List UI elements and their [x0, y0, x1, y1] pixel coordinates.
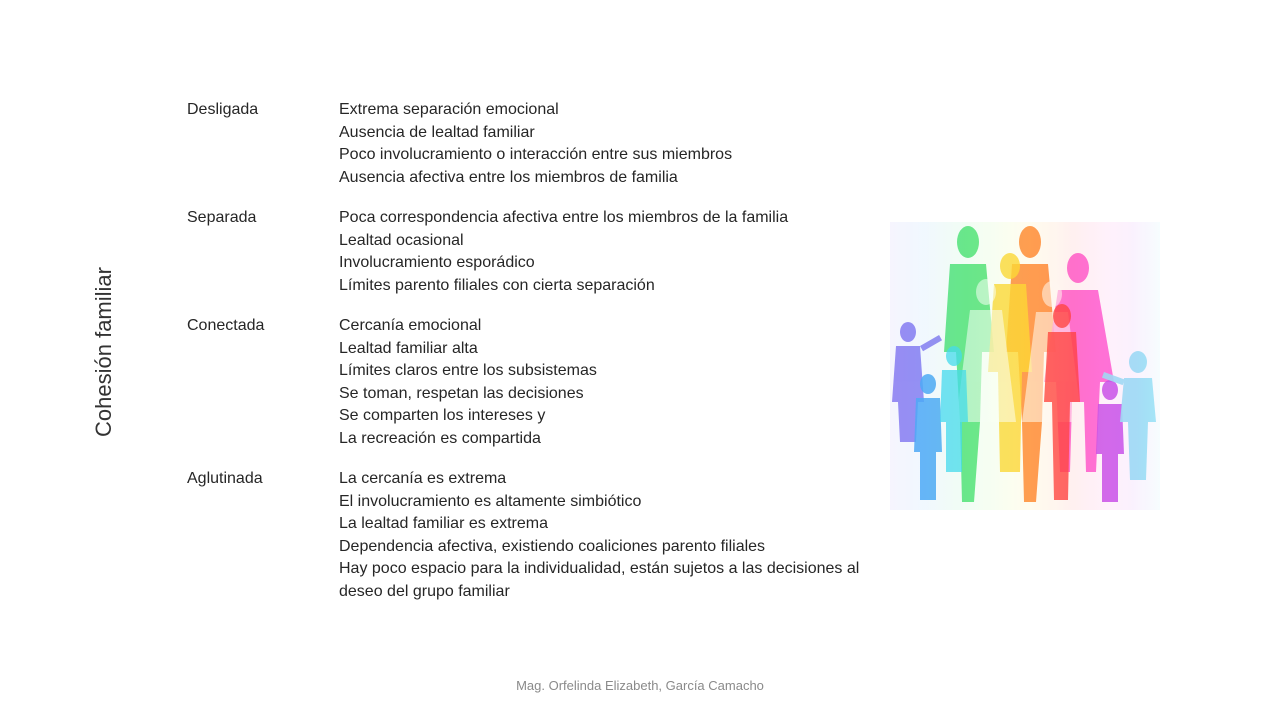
- category-list: [187, 99, 897, 621]
- description-line: deseo del grupo familiar: [339, 582, 510, 600]
- category-description: [339, 99, 732, 189]
- description-line: Se comparten los intereses y: [339, 407, 546, 424]
- description-line: La lealtad familiar es extrema: [339, 515, 548, 532]
- description-line: Dependencia afectiva, existiendo coaliciones parento filiales: [339, 537, 766, 555]
- description-line: El involucramiento es altamente simbiótico: [339, 492, 642, 510]
- category-separada: [187, 207, 897, 297]
- category-name: Aglutinada: [187, 470, 263, 487]
- description-line: La recreación es compartida: [339, 429, 541, 447]
- category-conectada: [187, 315, 897, 450]
- description-line: Ausencia de lealtad familiar: [339, 123, 535, 141]
- category-description: [339, 207, 788, 297]
- category-aglutinada: [187, 468, 897, 603]
- description-line: Límites claros entre los subsistemas: [339, 362, 597, 379]
- category-name: Conectada: [187, 317, 265, 334]
- slide-title: Cohesión familiar: [91, 267, 116, 437]
- description-line: Límites parento filiales con cierta separación: [339, 276, 655, 294]
- description-line: Hay poco espacio para la individualidad, están sujetos a las decisiones al: [339, 560, 860, 577]
- description-line: Lealtad familiar alta: [339, 339, 478, 357]
- slide-footer: Mag. Orfelinda Elizabeth, García Camacho: [516, 678, 764, 693]
- description-line: Involucramiento esporádico: [339, 254, 535, 271]
- description-line: Se toman, respetan las decisiones: [339, 384, 584, 402]
- family-icon: [890, 222, 1160, 510]
- category-name: Desligada: [187, 101, 259, 118]
- category-description: [339, 468, 859, 603]
- description-line: La cercanía es extrema: [339, 470, 507, 487]
- category-desligada: [187, 99, 897, 189]
- description-line: Poco involucramiento o interacción entre sus miembros: [339, 146, 733, 163]
- description-line: Cercanía emocional: [339, 317, 482, 334]
- description-line: Ausencia afectiva entre los miembros de familia: [339, 168, 678, 186]
- description-line: Lealtad ocasional: [339, 231, 464, 249]
- description-line: Poca correspondencia afectiva entre los miembros de la familia: [339, 209, 789, 226]
- category-description: [339, 315, 597, 450]
- category-name: Separada: [187, 209, 257, 226]
- description-line: Extrema separación emocional: [339, 101, 559, 118]
